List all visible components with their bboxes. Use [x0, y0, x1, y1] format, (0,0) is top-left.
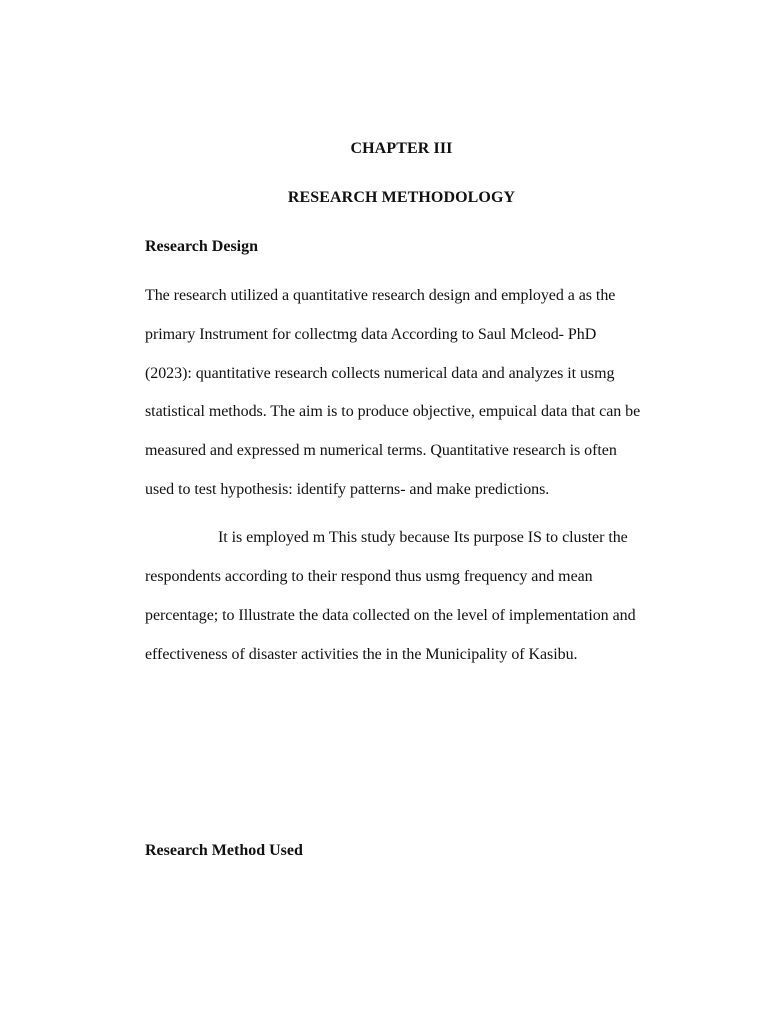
paragraph-line: percentage; to Illustrate the data collected on the level of implementation and [145, 607, 636, 624]
paragraph-line: The research utilized a quantitative research design and employed a as the [145, 287, 616, 304]
paragraph-line: (2023): quantitative research collects numerical data and analyzes it usmg [145, 365, 615, 382]
paragraph-line: measured and expressed m numerical terms. Quantitative research is often [145, 442, 617, 459]
section-heading-research-design: Research Design [145, 238, 259, 255]
main-title: RESEARCH METHODOLOGY [287, 189, 516, 206]
paragraph-line: It is employed m This study because Its purpose IS to cluster the [218, 529, 628, 546]
paragraph-line: respondents according to their respond thus usmg frequency and mean [145, 568, 593, 585]
chapter-title: CHAPTER III [350, 140, 453, 157]
paragraph-line: statistical methods. The aim is to produce objective, empuical data that can be [145, 403, 641, 420]
paragraph-line: used to test hypothesis: identify patterns- and make predictions. [145, 481, 550, 498]
paragraph-line: effectiveness of disaster activities the in the Municipality of Kasibu. [145, 646, 578, 663]
section-heading-research-method-used: Research Method Used [145, 842, 303, 859]
paragraph-line: primary Instrument for collectmg data According to Saul Mcleod- PhD [145, 326, 597, 343]
